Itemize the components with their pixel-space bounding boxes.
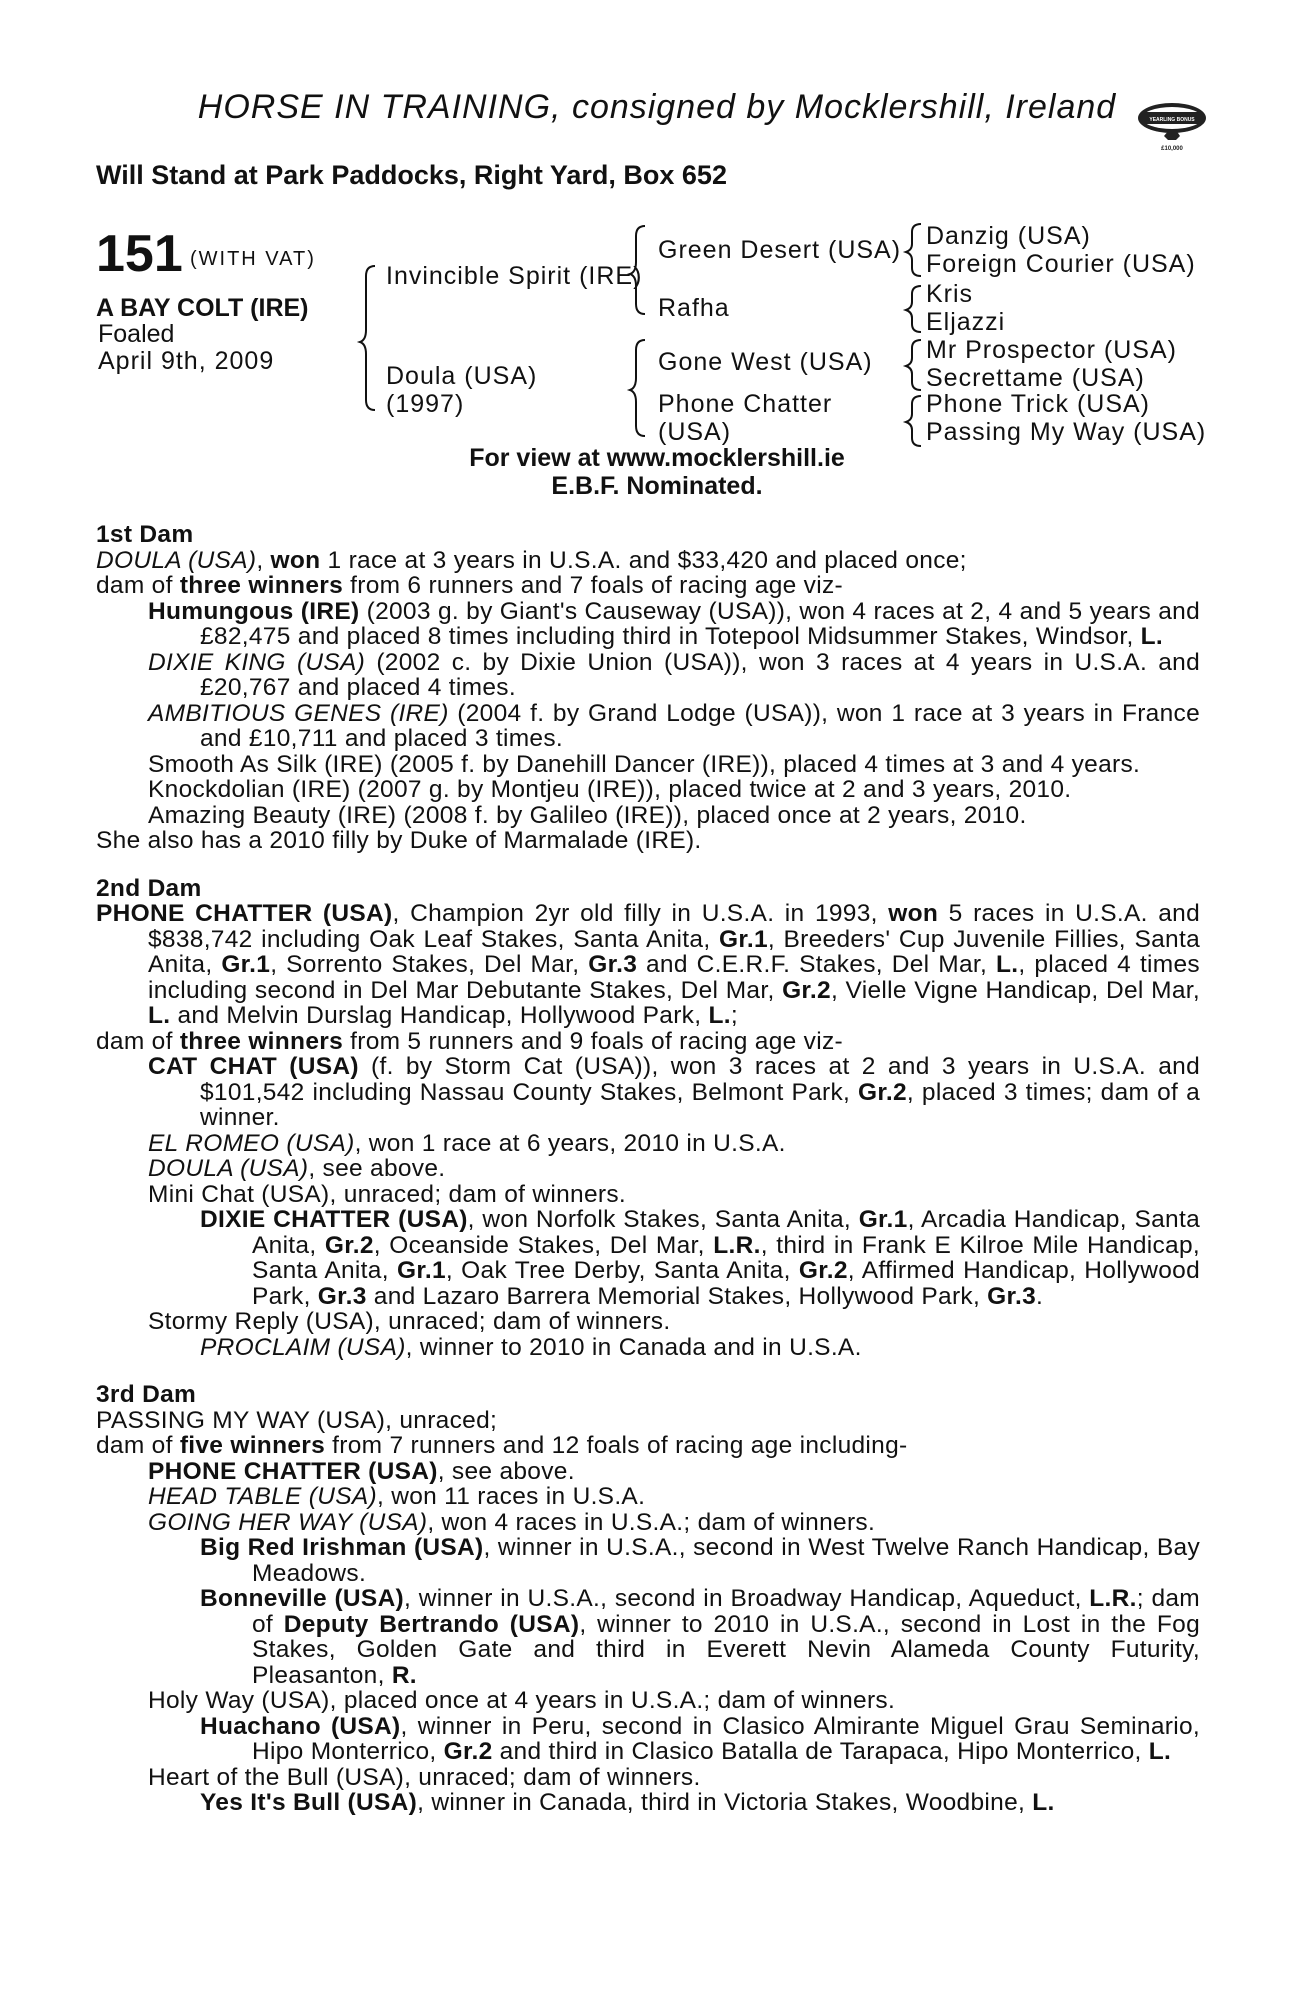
pedigree-dam: Doula (USA) — [386, 362, 538, 390]
lot-name: A BAY COLT (IRE) — [96, 294, 309, 322]
pedigree-sss: Danzig (USA) — [926, 222, 1091, 250]
second-dam-record: PHONE CHATTER (USA), Champion 2yr old filly in U.S.A. in 1993, won 5 races in U.S.A. and $838,742 including Oak Leaf Stakes, Santa Anita, Gr.1, Breeders' Cup Juvenile Fillies, Santa Anita, Gr.1, Sorrento Stakes, Del Mar, Gr.3 and C.E.R.F. Stakes, Del Mar, L., placed 4 times including second in Del Mar Debutante Stakes, Del Mar, Gr.2, Vielle Vigne Handicap, Del Mar, L. and Melvin Durslag Handicap, Hollywood Park, L.; — [96, 900, 1201, 1029]
produce-huachano: Huachano (USA), winner in Peru, second in Clasico Almirante Miguel Grau Seminario, Hipo Monterrico, Gr.2 and third in Clasico Batalla de Tarapaca, Hipo Monterrico, L. — [200, 1712, 1200, 1765]
produce-amazing-beauty: Amazing Beauty (IRE) (2008 f. by Galileo (IRE)), placed once at 2 years, 2010. — [148, 801, 1027, 829]
pedigree-dsd: Secrettame (USA) — [926, 364, 1145, 392]
catalogue-body — [96, 522, 1200, 1816]
produce-el-romeo: EL ROMEO (USA), won 1 race at 6 years, 2010 in U.S.A. — [148, 1129, 786, 1157]
lot-vat: (WITH VAT) — [190, 248, 316, 270]
produce-yes-its-bull: Yes It's Bull (USA), winner in Canada, third in Victoria Stakes, Woodbine, L. — [200, 1789, 1055, 1816]
view-link: For view at www.mocklershill.ie — [469, 444, 845, 472]
lot-number: 151 — [96, 225, 183, 283]
pedigree-dss: Mr Prospector (USA) — [926, 336, 1177, 364]
pedigree-ssd: Foreign Courier (USA) — [926, 250, 1196, 278]
page-title: HORSE IN TRAINING, consigned by Mocklershill, Ireland — [197, 88, 1117, 126]
pedigree-dam-sire: Gone West (USA) — [658, 348, 873, 376]
produce-dixie-king: DIXIE KING (USA) (2002 c. by Dixie Union (USA)), won 3 races at 4 years in U.S.A. and £20,767 and placed 4 times. — [148, 648, 1201, 701]
pedigree-dam-year: (1997) — [386, 390, 465, 418]
produce-smooth-as-silk: Smooth As Silk (IRE) (2005 f. by Danehill Dancer (IRE)), placed 4 times at 3 and 4 years. — [148, 750, 1141, 778]
produce-proclaim: PROCLAIM (USA), winner to 2010 in Canada and in U.S.A. — [200, 1333, 862, 1361]
pedigree-sire-dam: Rafha — [658, 294, 730, 322]
first-dam-line: DOULA (USA), won 1 race at 3 years in U.S.A. and $33,420 and placed once; — [96, 546, 967, 574]
produce-phone-chatter: PHONE CHATTER (USA), see above. — [148, 1457, 575, 1485]
logo-text-top: SAPPHIRE — [1160, 103, 1184, 108]
pedigree-sire: Invincible Spirit (IRE) — [386, 262, 643, 290]
second-dam-produce-summary: dam of three winners from 5 runners and 9 foals of racing age viz- — [96, 1027, 843, 1055]
pedigree-sds: Kris — [926, 280, 974, 308]
produce-mini-chat: Mini Chat (USA), unraced; dam of winners. — [148, 1180, 626, 1208]
produce-big-red-irishman: Big Red Irishman (USA), winner in U.S.A., second in West Twelve Ranch Handicap, Bay Meadows. — [200, 1534, 1200, 1587]
pedigree-ddd: Passing My Way (USA) — [926, 418, 1207, 446]
produce-going-her-way: GOING HER WAY (USA), won 4 races in U.S.A.; dam of winners. — [148, 1508, 876, 1536]
produce-heart-of-the-bull: Heart of the Bull (USA), unraced; dam of winners. — [148, 1763, 701, 1791]
produce-stormy-reply: Stormy Reply (USA), unraced; dam of winners. — [148, 1308, 671, 1335]
pedigree-dam-dam-country: (USA) — [658, 418, 732, 446]
produce-2010-filly: She also has a 2010 filly by Duke of Marmalade (IRE). — [96, 827, 702, 854]
pedigree-dam-dam: Phone Chatter — [658, 390, 833, 418]
produce-head-table: HEAD TABLE (USA), won 11 races in U.S.A. — [148, 1483, 646, 1510]
produce-ambitious-genes: AMBITIOUS GENES (IRE) (2004 f. by Grand Lodge (USA)), won 1 race at 3 years in France and £10,711 and placed 3 times. — [148, 699, 1201, 752]
first-dam-heading: 1st Dam — [96, 521, 194, 548]
stand-location: Will Stand at Park Paddocks, Right Yard, Box 652 — [96, 160, 727, 190]
third-dam-heading: 3rd Dam — [96, 1381, 197, 1408]
produce-knockdolian: Knockdolian (IRE) (2007 g. by Montjeu (IRE)), placed twice at 2 and 3 years, 2010. — [148, 776, 1072, 803]
produce-holy-way: Holy Way (USA), placed once at 4 years in U.S.A.; dam of winners. — [148, 1687, 896, 1714]
foaled-date: April 9th, 2009 — [98, 347, 275, 375]
produce-cat-chat: CAT CHAT (USA) (f. by Storm Cat (USA)), won 3 races at 2 and 3 years in U.S.A. and $101,542 including Nassau County Stakes, Belmont Park, Gr.2, placed 3 times; dam of a winner. — [148, 1053, 1200, 1131]
logo-text-mid: YEARLING BONUS — [1149, 117, 1195, 123]
produce-humungous: Humungous (IRE) (2003 g. by Giant's Causeway (USA)), won 4 races at 2, 4 and 5 years and £82,475 and placed 8 times including third in Totepool Midsummer Stakes, Windsor, L. — [148, 597, 1201, 650]
produce-doula: DOULA (USA), see above. — [148, 1155, 446, 1182]
logo-text-bottom: £10,000 — [1161, 146, 1183, 152]
produce-bonneville: Bonneville (USA), winner in U.S.A., second in Broadway Handicap, Aqueduct, L.R.; dam of Deputy Bertrando (USA), winner to 2010 in U.S.A., second in Lost in the Fog Stakes, Golden Gate and third in Everett Nevin Alameda County Futurity, Pleasanton, R. — [200, 1585, 1201, 1689]
first-dam-produce-summary: dam of three winners from 6 runners and 7 foals of racing age viz- — [96, 572, 843, 599]
third-dam-produce-summary: dam of five winners from 7 runners and 12 foals of racing age including- — [96, 1432, 908, 1459]
pedigree-dds: Phone Trick (USA) — [926, 390, 1151, 418]
foaled-label: Foaled — [98, 320, 175, 348]
pedigree-sire-sire: Green Desert (USA) — [658, 236, 902, 264]
third-dam-line: PASSING MY WAY (USA), unraced; — [96, 1406, 498, 1434]
pedigree-sdd: Eljazzi — [926, 308, 1006, 336]
second-dam-heading: 2nd Dam — [96, 874, 202, 902]
ebf-nominated: E.B.F. Nominated. — [551, 472, 763, 500]
produce-dixie-chatter: DIXIE CHATTER (USA), won Norfolk Stakes, Santa Anita, Gr.1, Arcadia Handicap, Santa Anita, Gr.2, Oceanside Stakes, Del Mar, L.R., third in Frank E Kilroe Mile Handicap, Santa Anita, Gr.1, Oak Tree Derby, Santa Anita, Gr.2, Affirmed Handicap, Hollywood Park, Gr.3 and Lazaro Barrera Memorial Stakes, Hollywood Park, Gr.3. — [200, 1206, 1201, 1310]
